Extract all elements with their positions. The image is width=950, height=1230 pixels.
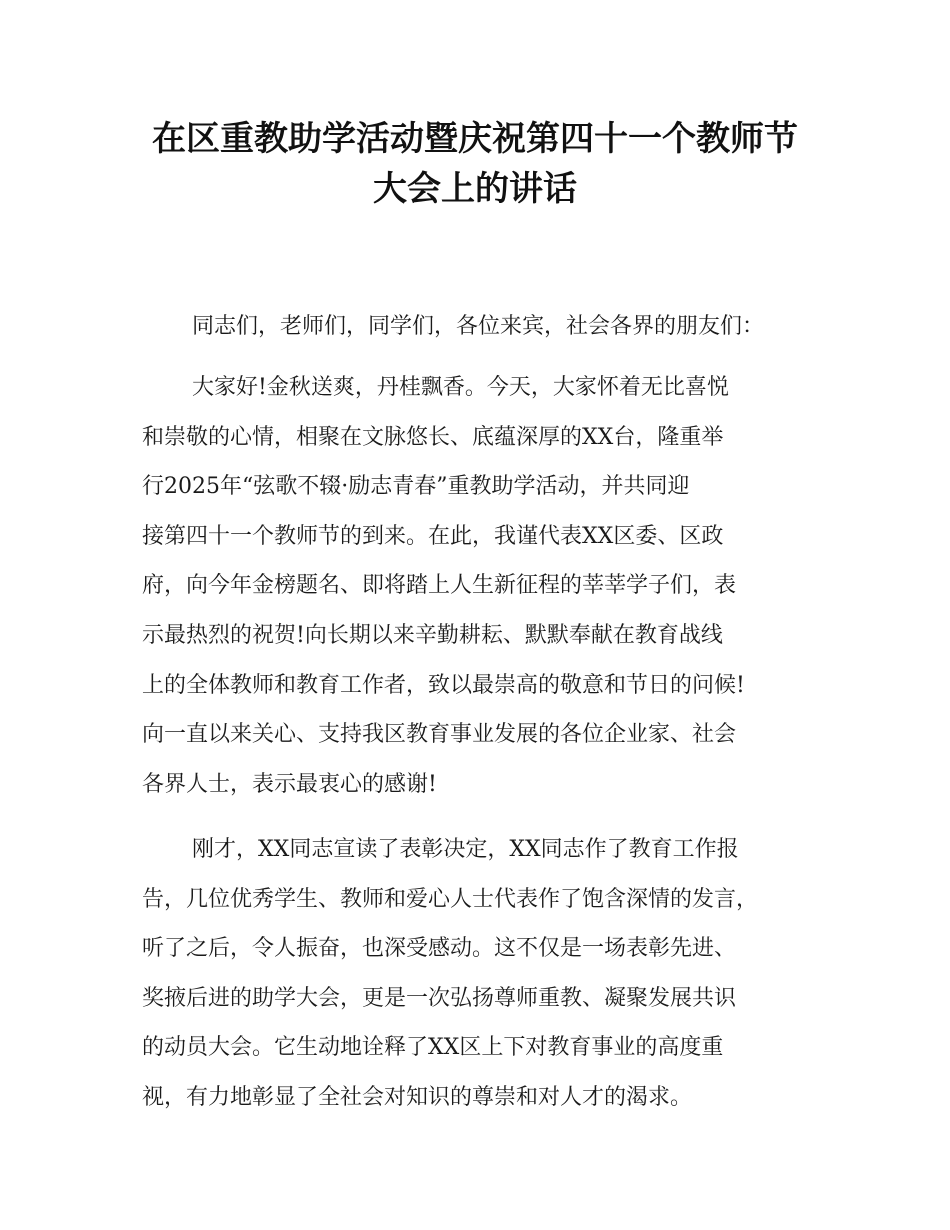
paragraph-line: 大家好!金秋送爽，丹桂飘香。今天，大家怀着无比喜悦 xyxy=(192,375,729,400)
paragraph-line: 向一直以来关心、支持我区教育事业发展的各位企业家、社会 xyxy=(142,722,737,748)
paragraph-line: 上的全体教师和教育工作者，致以最崇高的敬意和节日的问候! xyxy=(142,672,745,698)
paragraph-line: 府，向今年金榜题名、即将踏上人生新征程的莘莘学子们，表 xyxy=(142,573,737,599)
paragraph-line: 刚才，XX同志宣读了表彰决定，XX同志作了教育工作报 xyxy=(192,837,739,862)
title-line-2: 大会上的讲话 xyxy=(373,169,577,209)
paragraph-line: 行2025年“弦歌不辍·励志青春”重教助学活动，并共同迎 xyxy=(142,474,690,500)
paragraph-line: 和崇敬的心情，相聚在文脉悠长、底蕴深厚的XX台，隆重举 xyxy=(142,424,724,450)
paragraph-line: 告，几位优秀学生、教师和爱心人士代表作了饱含深情的发言， xyxy=(142,886,759,912)
title-line-1: 在区重教助学活动暨庆祝第四十一个教师节 xyxy=(152,119,798,159)
paragraph-line: 视，有力地彰显了全社会对知识的尊崇和对人才的渴求。 xyxy=(142,1084,693,1110)
paragraph-line: 示最热烈的祝贺!向长期以来辛勤耕耘、默默奉献在教育战线 xyxy=(142,622,723,648)
greeting: 同志们，老师们，同学们，各位来宾，社会各界的朋友们： xyxy=(192,314,765,339)
paragraph-2 xyxy=(142,825,832,1123)
paragraph-line: 各界人士，表示最衷心的感谢! xyxy=(142,771,437,797)
paragraph-line: 听了之后，令人振奋，也深受感动。这不仅是一场表彰先进、 xyxy=(142,936,737,962)
paragraph-line: 接第四十一个教师节的到来。在此，我谨代表XX区委、区政 xyxy=(142,523,724,549)
paragraph-line: 的动员大会。它生动地诠释了XX区上下对教育事业的高度重 xyxy=(142,1035,724,1061)
paragraph-line: 奖掖后进的助学大会，更是一次弘扬尊师重教、凝聚发展共识 xyxy=(142,985,737,1011)
paragraph-1 xyxy=(142,363,832,809)
